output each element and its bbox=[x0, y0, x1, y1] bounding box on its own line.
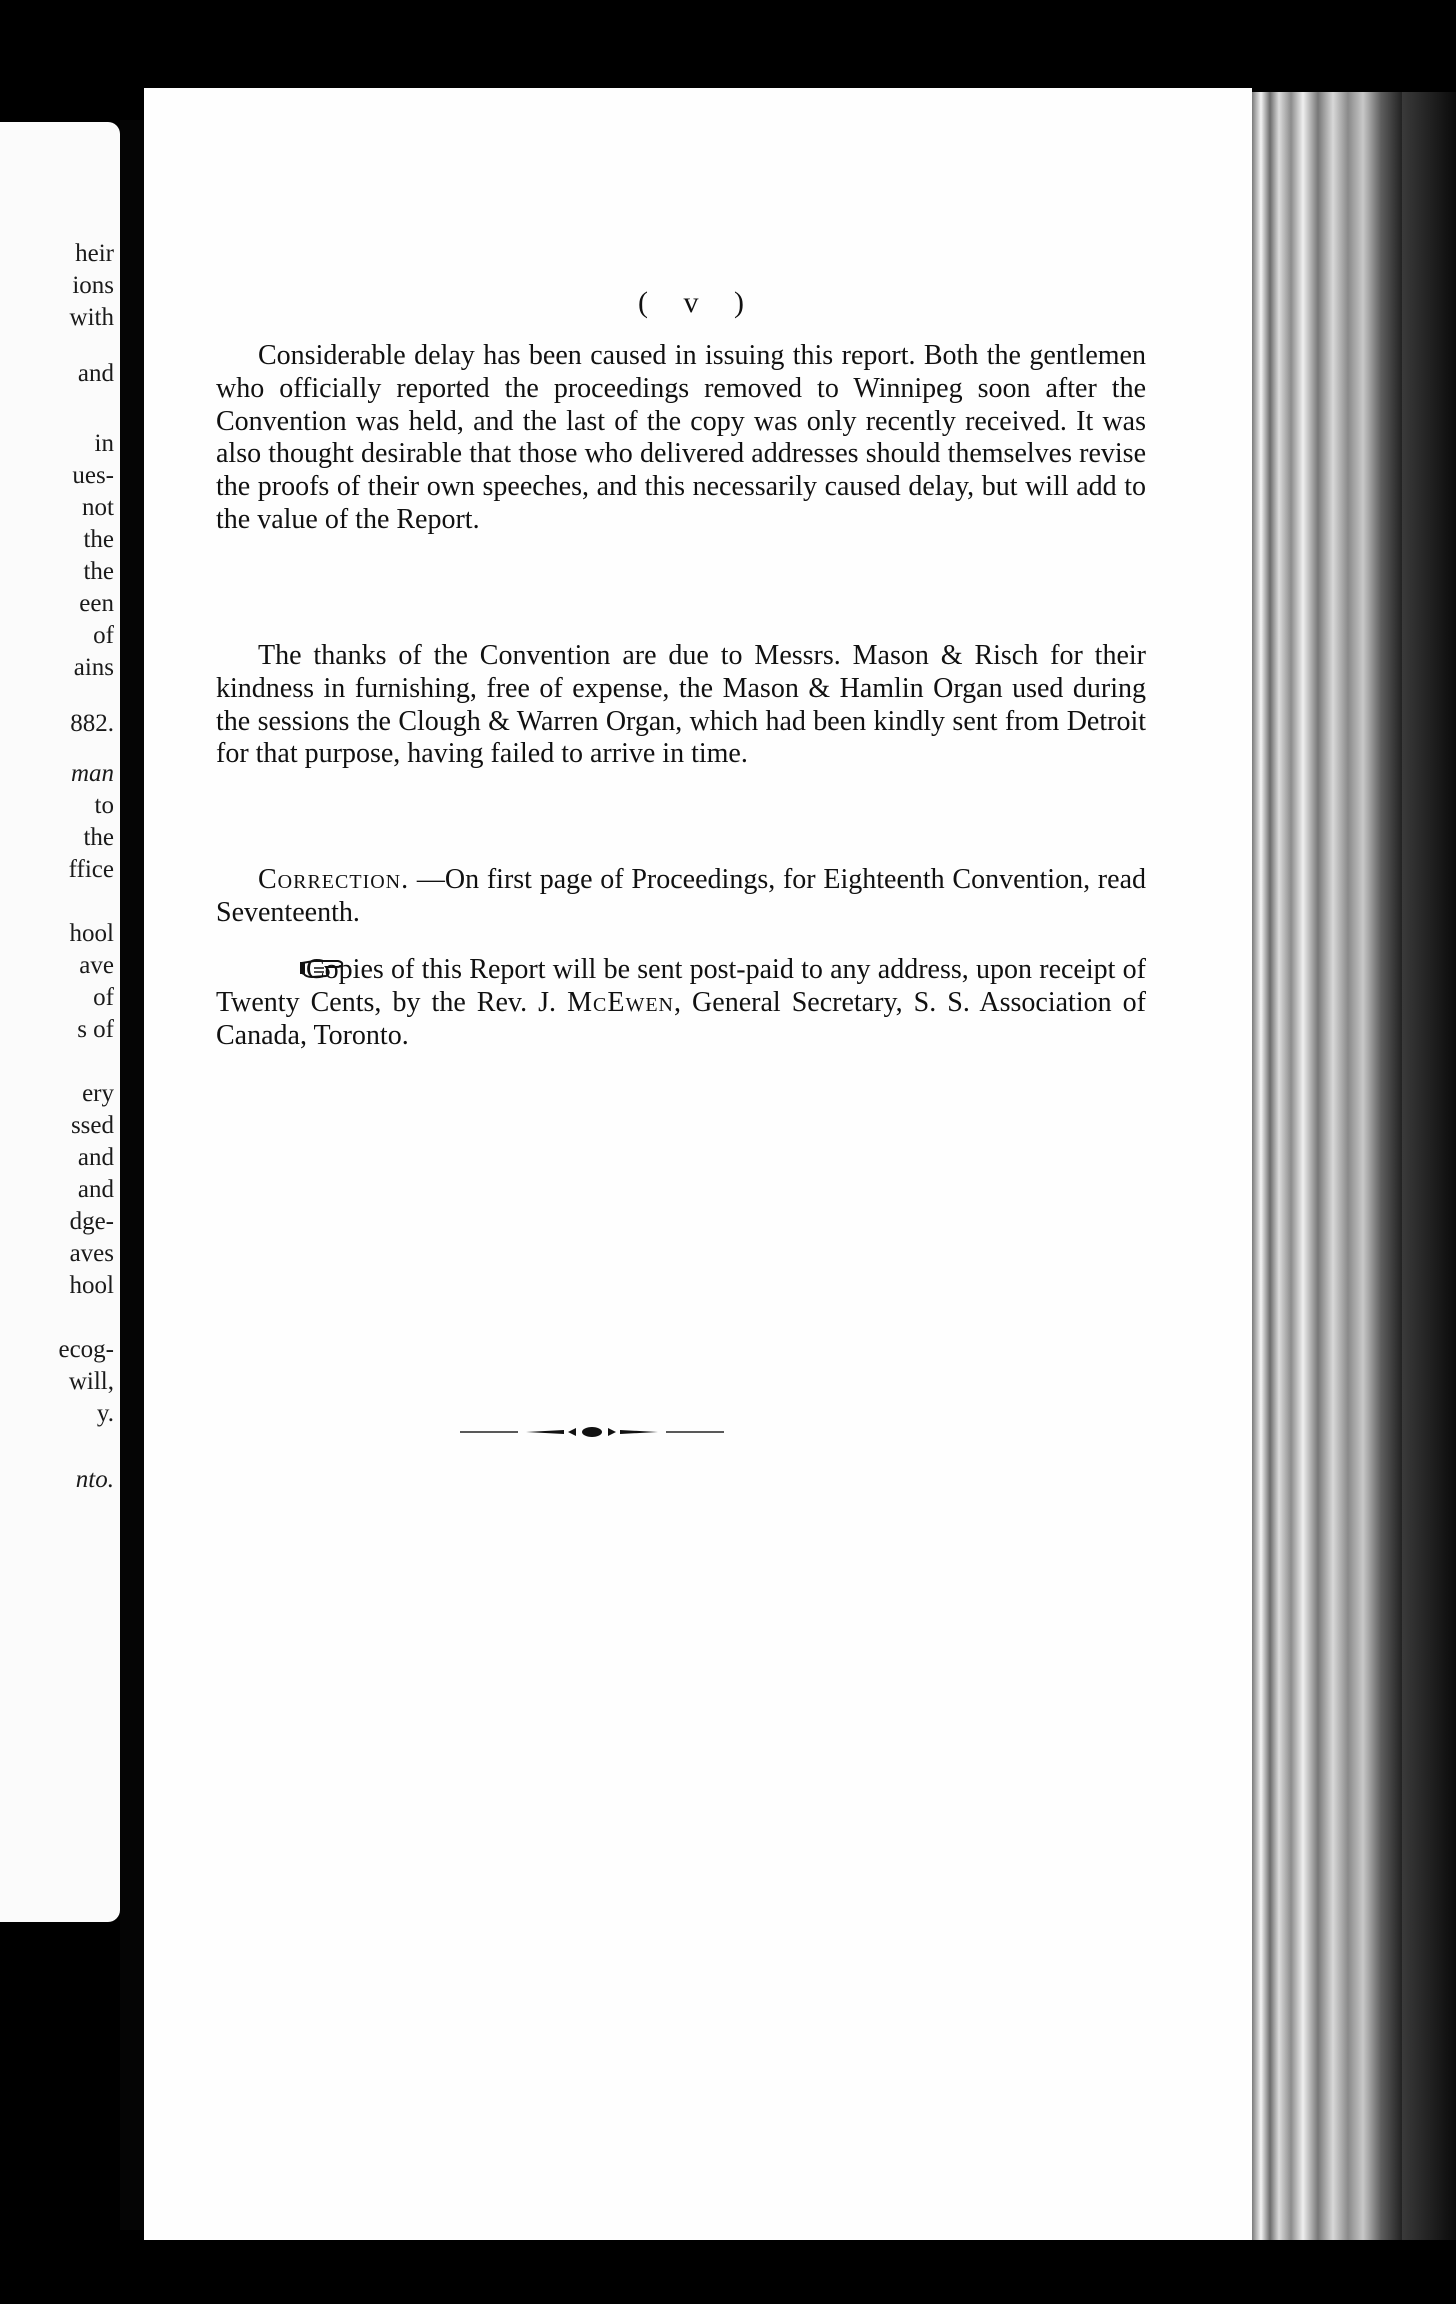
facing-page-fragment: of bbox=[93, 622, 114, 649]
facing-page-fragment: ions bbox=[72, 272, 114, 299]
facing-page-fragment: y. bbox=[96, 1400, 114, 1427]
facing-page-fragment: dge- bbox=[69, 1208, 114, 1235]
facing-page-fragment: man bbox=[70, 760, 114, 787]
facing-page-fragment: hool bbox=[69, 920, 114, 947]
facing-page-fragment: een bbox=[79, 590, 114, 617]
pointing-hand-icon bbox=[258, 957, 302, 981]
ornamental-divider-icon bbox=[460, 1420, 724, 1444]
copies-text-start: Copies of this Report will be sent post-paid to any address, upon receipt of Twenty Cents, by the Rev. J. bbox=[216, 954, 1146, 1018]
paragraph-delay-notice bbox=[216, 340, 1146, 537]
facing-page-fragment: s of bbox=[77, 1016, 114, 1043]
facing-page-fragment: 882. bbox=[70, 710, 114, 737]
binding-shadow bbox=[1402, 92, 1456, 2240]
facing-page-fragment: ues- bbox=[72, 462, 114, 489]
facing-page-fragment: ecog- bbox=[58, 1336, 114, 1363]
facing-page-fragment: ssed bbox=[70, 1112, 114, 1139]
facing-page-fragment: heir bbox=[75, 240, 114, 267]
facing-page-fragment: in bbox=[94, 430, 114, 457]
facing-page-fragment: aves bbox=[69, 1240, 114, 1267]
facing-page-fragment: and bbox=[77, 360, 114, 387]
paragraph-thanks bbox=[216, 640, 1146, 771]
paragraph-copies-notice bbox=[216, 954, 1146, 1052]
secretary-name: McEwen bbox=[567, 986, 674, 1018]
facing-page-fragment: ains bbox=[73, 654, 114, 681]
correction-text: —On first page of Proceedings, for Eighteenth Convention, read Seventeenth. bbox=[216, 864, 1146, 928]
facing-page-fragment: ery bbox=[82, 1080, 114, 1107]
facing-page-fragment: the bbox=[83, 526, 114, 553]
facing-page-fragment: nto. bbox=[75, 1466, 114, 1493]
paragraph-text: The thanks of the Convention are due to Messrs. Mason & Risch for their kindness in furnishing, free of expense, the Mason & Hamlin Organ used during the sessions the Clough & Warren Organ, which had been kindly sent from Detroit for that purpose, having failed to arrive in time. bbox=[216, 640, 1146, 770]
facing-page-fragment: ave bbox=[79, 952, 114, 979]
page-number: ( v ) bbox=[638, 286, 758, 319]
book-gutter bbox=[120, 120, 144, 2230]
facing-page-fragment: and bbox=[77, 1144, 114, 1171]
copies-text-end: , General Secretary, S. S. Association of Canada, Toronto. bbox=[216, 986, 1146, 1051]
facing-page-fragment: ffice bbox=[68, 856, 114, 883]
paragraph-text: Considerable delay has been caused in issuing this report. Both the gentlemen who officially reported the proceedings removed to Winnipeg soon after the Convention was held, and the last of the copy was only recently received. It was also thought desirable that those who delivered addresses should themselves revise the proofs of their own speeches, and this necessarily caused delay, but will add to the value of the Report. bbox=[216, 340, 1146, 535]
facing-page-fragment: the bbox=[83, 558, 114, 585]
facing-page-fragment: of bbox=[93, 984, 114, 1011]
facing-page-fragment: the bbox=[83, 824, 114, 851]
page-edges bbox=[1252, 92, 1402, 2240]
facing-page-fragment: with bbox=[69, 304, 114, 331]
facing-page-fragment: hool bbox=[69, 1272, 114, 1299]
facing-page-fragment: to bbox=[94, 792, 114, 819]
paragraph-correction bbox=[216, 864, 1146, 930]
facing-page-fragment: will, bbox=[68, 1368, 114, 1395]
book-page bbox=[144, 88, 1252, 2240]
facing-page-fragment: not bbox=[82, 494, 114, 521]
correction-label: Correction. bbox=[258, 864, 410, 895]
facing-page-left bbox=[0, 122, 120, 1922]
facing-page-fragment: and bbox=[77, 1176, 114, 1203]
